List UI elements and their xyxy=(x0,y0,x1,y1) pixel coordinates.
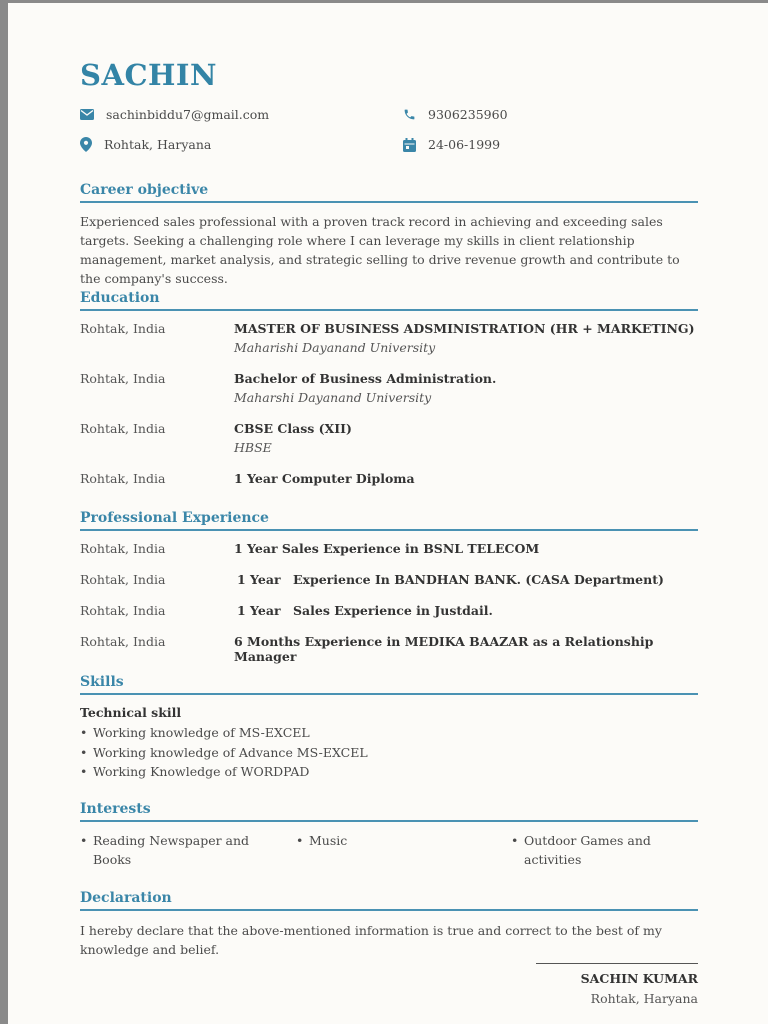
experience-duration: 1 Year xyxy=(237,603,281,618)
skills-subtitle: Technical skill xyxy=(80,705,182,720)
experience-description: 1 Year Sales Experience in BSNL TELECOM xyxy=(234,541,540,556)
signature-line xyxy=(536,963,698,964)
list-item: • Working knowledge of Advance MS-EXCEL xyxy=(80,743,368,763)
experience-duration: 1 Year xyxy=(237,572,281,587)
education-degree: MASTER OF BUSINESS ADSMINISTRATION (HR + MARKETING) xyxy=(234,321,695,336)
email-text[interactable]: sachinbiddu7@gmail.com xyxy=(106,107,270,122)
section-title-skills: Skills xyxy=(80,674,698,695)
education-degree: Bachelor of Business Administration. xyxy=(234,371,497,386)
location-row xyxy=(80,137,211,152)
experience-location: Rohtak, India xyxy=(80,572,166,587)
education-location: Rohtak, India xyxy=(80,321,166,336)
interest-item: • Reading Newspaper and Books xyxy=(80,831,253,869)
phone-row xyxy=(403,107,508,122)
education-institution: Maharshi Dayanand University xyxy=(234,390,432,405)
experience-description: Experience In BANDHAN BANK. (CASA Department) xyxy=(293,572,664,587)
education-location: Rohtak, India xyxy=(80,471,166,486)
list-item: • Working knowledge of MS-EXCEL xyxy=(80,723,368,743)
section-title-experience: Professional Experience xyxy=(80,510,698,531)
experience-location: Rohtak, India xyxy=(80,603,166,618)
declaration-text: I hereby declare that the above-mentioned information is true and correct to the best of my knowledge and belief. xyxy=(80,923,662,957)
list-item: • Working Knowledge of WORDPAD xyxy=(80,762,368,782)
location-text: Rohtak, Haryana xyxy=(104,137,212,152)
education-degree: 1 Year Computer Diploma xyxy=(234,471,415,486)
education-location: Rohtak, India xyxy=(80,421,166,436)
section-title-declaration: Declaration xyxy=(80,890,698,911)
experience-location: Rohtak, India xyxy=(80,634,166,649)
section-title-education: Education xyxy=(80,290,698,311)
dob-row xyxy=(403,137,500,152)
calendar-icon xyxy=(403,138,416,152)
signature-name: SACHIN KUMAR xyxy=(580,971,698,986)
resume-page xyxy=(8,3,768,1024)
career-objective-text: Experienced sales professional with a proven track record in achieving and exceeding sales targets. Seeking a challenging role where I can leverage my skills in client relationship management, market analysis, and strategic selling to drive revenue growth and contribute to the company's success. xyxy=(80,214,680,286)
interest-item: • Outdoor Games and activities xyxy=(511,831,664,869)
location-pin-icon xyxy=(80,137,92,152)
education-degree: CBSE Class (XII) xyxy=(234,421,352,436)
education-institution: HBSE xyxy=(234,440,272,455)
signature-place: Rohtak, Haryana xyxy=(590,991,698,1006)
dob-text: 24-06-1999 xyxy=(428,137,501,152)
skills-list xyxy=(80,723,368,782)
experience-description: Sales Experience in Justdail. xyxy=(293,603,493,618)
education-location: Rohtak, India xyxy=(80,371,166,386)
interest-item: • Music xyxy=(296,831,469,850)
section-title-career: Career objective xyxy=(80,182,698,203)
phone-icon xyxy=(403,108,416,121)
experience-description: 6 Months Experience in MEDIKA BAAZAR as a Relationship Manager xyxy=(234,634,654,664)
mail-icon xyxy=(80,109,94,120)
email-row xyxy=(80,107,269,122)
candidate-name: SACHIN xyxy=(80,58,217,92)
education-institution: Maharishi Dayanand University xyxy=(234,340,436,355)
section-title-interests: Interests xyxy=(80,801,698,822)
phone-text[interactable]: 9306235960 xyxy=(428,107,508,122)
experience-location: Rohtak, India xyxy=(80,541,166,556)
